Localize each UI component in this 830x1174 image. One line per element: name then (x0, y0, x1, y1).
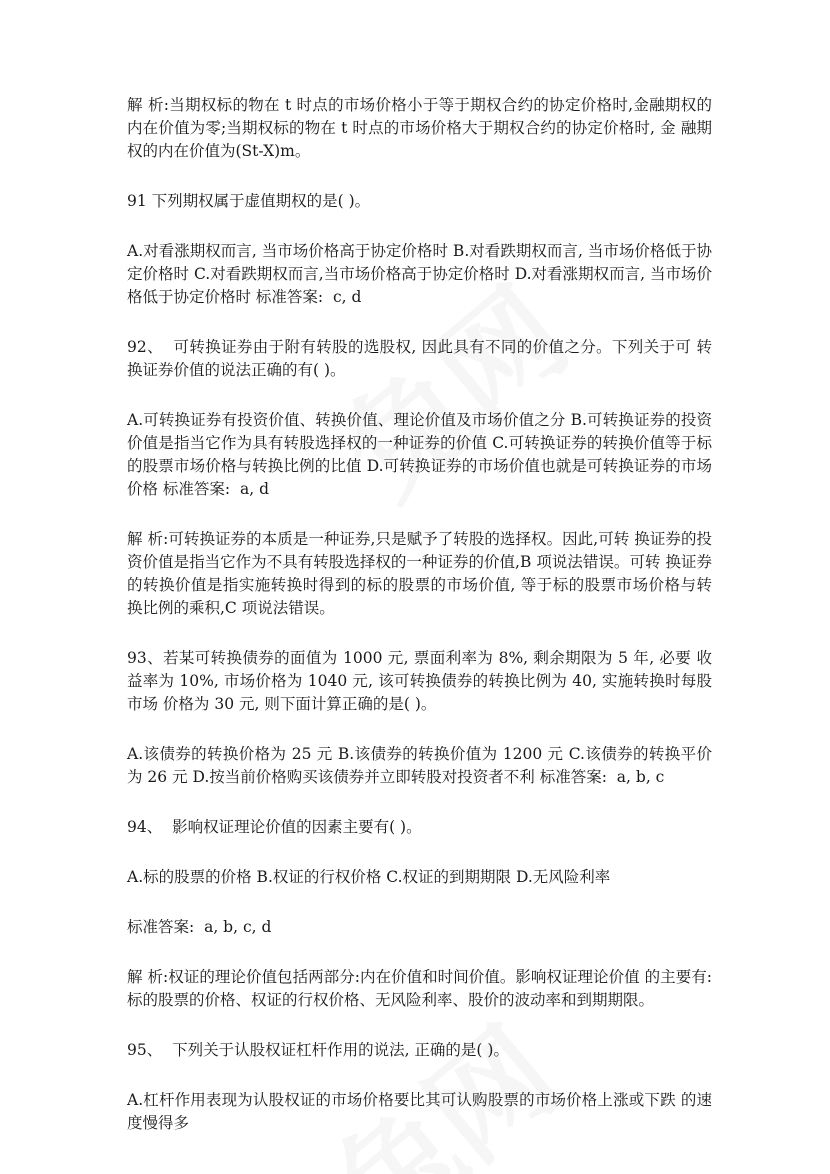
question-93: 93、若某可转换债券的面值为 1000 元, 票面利率为 8%, 剩余期限为 5 年, 必要 收益率为 10%, 市场价格为 1040 元, 该可转换债券的转换比例为 40, 实施转换时每股市场 价格为 30 元, 则下面计算正确的是( )。 (127, 649, 712, 713)
question-94-answer: 标准答案: a, b, c, d (127, 918, 272, 936)
question-91: 91 下列期权属于虚值期权的是( )。 (127, 192, 371, 210)
question-94-options: A.标的股票的价格 B.权证的行权价格 C.权证的到期期限 D.无风险利率 (127, 868, 611, 886)
explanation-paragraph: 解 析:当期权标的物在 t 时点的市场价格小于等于期权合约的协定价格时,金融期权的内在价值为零;当期权标的物在 t 时点的市场价格大于期权合约的协定价格时, 金 融期权的内在价值为(St-X)m。 (127, 96, 712, 160)
question-92-options: A.可转换证券有投资价值、转换价值、理论价值及市场价值之分 B.可转换证券的投资价值是指当它作为具有转股选择权的一种证券的价值 C.可转换证券的转换价值等于标的股票市场价格与转换比例的比值 D.可转换证券的市场价值也就是可转换证券的市场价格 标准答案: a, d (127, 411, 712, 498)
question-95-option-a: A.杠杆作用表现为认股权证的市场价格要比其可认购股票的市场价格上涨或下跌 的速度慢得多 (127, 1091, 712, 1132)
question-92-explanation: 解 析:可转换证券的本质是一种证券,只是赋予了转股的选择权。因此,可转 换证券的投资价值是指当它作为不具有转股选择权的一种证券的价值,B 项说法错误。可转 换证券的转换价值是指实施转换时得到的标的股票的市场价值, 等于标的股票市场价格与转 换比例的乘积,C 项说法错误。 (127, 530, 717, 617)
question-94: 94、 影响权证理论价值的因素主要有( )。 (127, 818, 422, 836)
document-body (127, 94, 717, 1135)
question-95: 95、 下列关于认股权证杠杆作用的说法, 正确的是( )。 (127, 1041, 509, 1059)
question-91-options: A.对看涨期权而言, 当市场价格高于协定价格时 B.对看跌期权而言, 当市场价格低于协定价格时 C.对看跌期权而言,当市场价格高于协定价格时 D.对看涨期权而言, 当市场价格低于协定价格时 标准答案: c, d (127, 242, 712, 306)
question-94-explanation: 解 析:权证的理论价值包括两部分:内在价值和时间价值。影响权证理论价值 的主要有:标的股票的价格、权证的行权价格、无风险利率、股价的波动率和到期期限。 (127, 968, 712, 1009)
question-93-options: A.该债券的转换价格为 25 元 B.该债券的转换价值为 1200 元 C.该债券的转换平价为 26 元 D.按当前价格购买该债券并立即转股对投资者不利 标准答案: a, b, c (127, 745, 712, 786)
question-92: 92、 可转换证券由于附有转股的选股权, 因此具有不同的价值之分。下列关于可 转换证券价值的说法正确的有( )。 (127, 338, 712, 379)
